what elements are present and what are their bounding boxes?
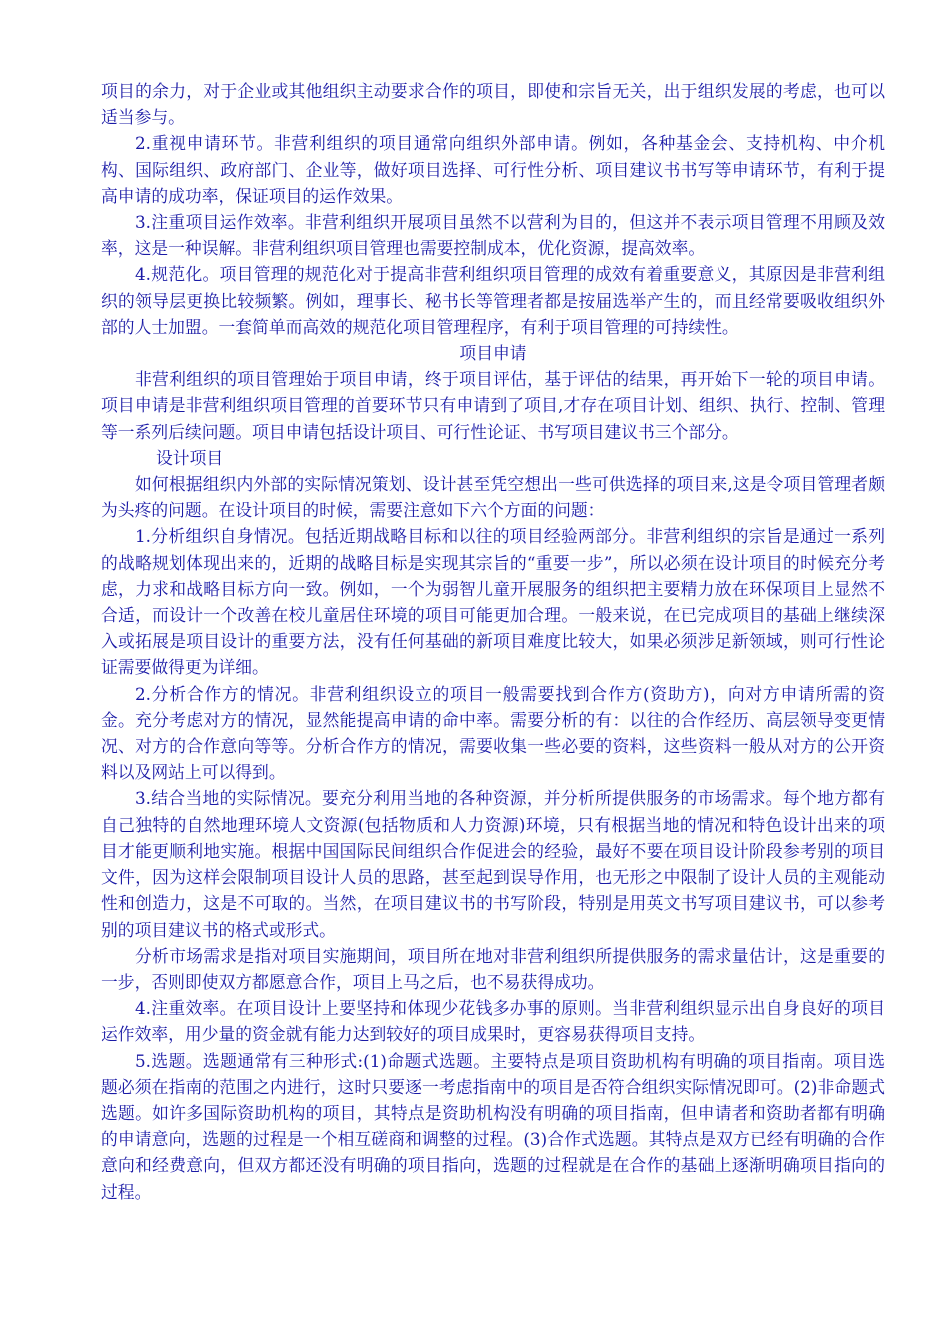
paragraph-standardization: 4.规范化。项目管理的规范化对于提高非营利组织项目管理的成效有着重要意义，其原因是非营利组织的领导层更换比较频繁。例如，理事长、秘书长等管理者都是按届选举产生的，而且经常要吸收组织外部的人士加盟。一套简单而高效的规范化项目管理程序，有利于项目管理的可持续性。 bbox=[101, 264, 885, 337]
paragraph-local-conditions: 3.结合当地的实际情况。要充分利用当地的各种资源，并分析所提供服务的市场需求。每个地方都有自己独特的自然地理环境人文资源(包括物质和人力资源)环境，只有根据当地的情况和特色设计出来的项目才能更顺利地实施。根据中国国际民间组织合作促进会的经验，最好不要在项目设计阶段参考别的项目文件，因为这样会限制项目设计人员的思路，甚至起到误导作用，也无形之中限制了设计人员的主观能动性和创造力，这是不可取的。当然，在项目建议书的书写阶段，特别是用英文书写项目建议书，可以参考别的项目建议书的格式或形式。 bbox=[101, 788, 885, 940]
document-page bbox=[101, 78, 885, 1205]
paragraph-efficiency: 4.注重效率。在项目设计上要坚持和体现少花钱多办事的原则。当非营利组织显示出自身良好的项目运作效率，用少量的资金就有能力达到较好的项目成果时，更容易获得项目支持。 bbox=[101, 998, 885, 1045]
paragraph-application-emphasis: 2.重视申请环节。非营利组织的项目通常向组织外部申请。例如，各种基金会、支持机构、中介机构、国际组织、政府部门、企业等，做好项目选择、可行性分析、项目建议书书写等申请环节，有利于提高申请的成功率，保证项目的运作效果。 bbox=[101, 133, 885, 206]
section-heading-project-application: 项目申请 bbox=[459, 343, 527, 364]
paragraph-analyze-partner: 2.分析合作方的情况。非营利组织设立的项目一般需要找到合作方(资助方)，向对方申请所需的资金。充分考虑对方的情况，显然能提高申请的命中率。需要分析的有：以往的合作经历、高层领导变更情况、对方的合作意向等等。分析合作方的情况，需要收集一些必要的资料，这些资料一般从对方的公开资料以及网站上可以得到。 bbox=[101, 683, 885, 783]
paragraph-continuation: 项目的余力，对于企业或其他组织主动要求合作的项目，即使和宗旨无关，出于组织发展的考虑，也可以适当参与。 bbox=[101, 81, 885, 128]
paragraph-operation-efficiency: 3.注重项目运作效率。非营利组织开展项目虽然不以营利为目的，但这并不表示项目管理不用顾及效率，这是一种误解。非营利组织项目管理也需要控制成本，优化资源，提高效率。 bbox=[101, 212, 885, 259]
paragraph-topic-selection: 5.选题。选题通常有三种形式:(1)命题式选题。主要特点是项目资助机构有明确的项目指南。项目选题必须在指南的范围之内进行，这时只要逐一考虑指南中的项目是否符合组织实际情况即可。(2)非命题式选题。如许多国际资助机构的项目，其特点是资助机构没有明确的项目指南，但申请者和资助者都有明确的申请意向，选题的过程是一个相互磋商和调整的过程。(3)合作式选题。其特点是双方已经有明确的合作意向和经费意向，但双方都还没有明确的项目指向，选题的过程就是在合作的基础上逐渐明确项目指向的过程。 bbox=[101, 1050, 885, 1202]
paragraph-analyze-self: 1.分析组织自身情况。包括近期战略目标和以往的项目经验两部分。非营利组织的宗旨是通过一系列的战略规划体现出来的，近期的战略目标是实现其宗旨的“重要一步”，所以必须在设计项目的时候充分考虑，力求和战略目标方向一致。例如，一个为弱智儿童开展服务的组织把主要精力放在环保项目上显然不合适，而设计一个改善在校儿童居住环境的项目可能更加合理。一般来说，在已完成项目的基础上继续深入或拓展是项目设计的重要方法，没有任何基础的新项目难度比较大，如果必须涉足新领域，则可行性论证需要做得更为详细。 bbox=[101, 526, 885, 678]
subsection-heading-design-project: 设计项目 bbox=[156, 447, 224, 468]
paragraph-market-demand: 分析市场需求是指对项目实施期间，项目所在地对非营利组织所提供服务的需求量估计，这是重要的一步，否则即使双方都愿意合作，项目上马之后，也不易获得成功。 bbox=[101, 945, 885, 992]
paragraph-application-intro: 非营利组织的项目管理始于项目申请，终于项目评估，基于评估的结果，再开始下一轮的项目申请。项目申请是非营利组织项目管理的首要环节只有申请到了项目,才存在项目计划、组织、执行、控制、管理等一系列后续问题。项目申请包括设计项目、可行性论证、书写项目建议书三个部分。 bbox=[101, 369, 885, 442]
paragraph-design-intro: 如何根据组织内外部的实际情况策划、设计甚至凭空想出一些可供选择的项目来,这是令项目管理者颇为头疼的问题。在设计项目的时候，需要注意如下六个方面的问题： bbox=[101, 474, 885, 521]
